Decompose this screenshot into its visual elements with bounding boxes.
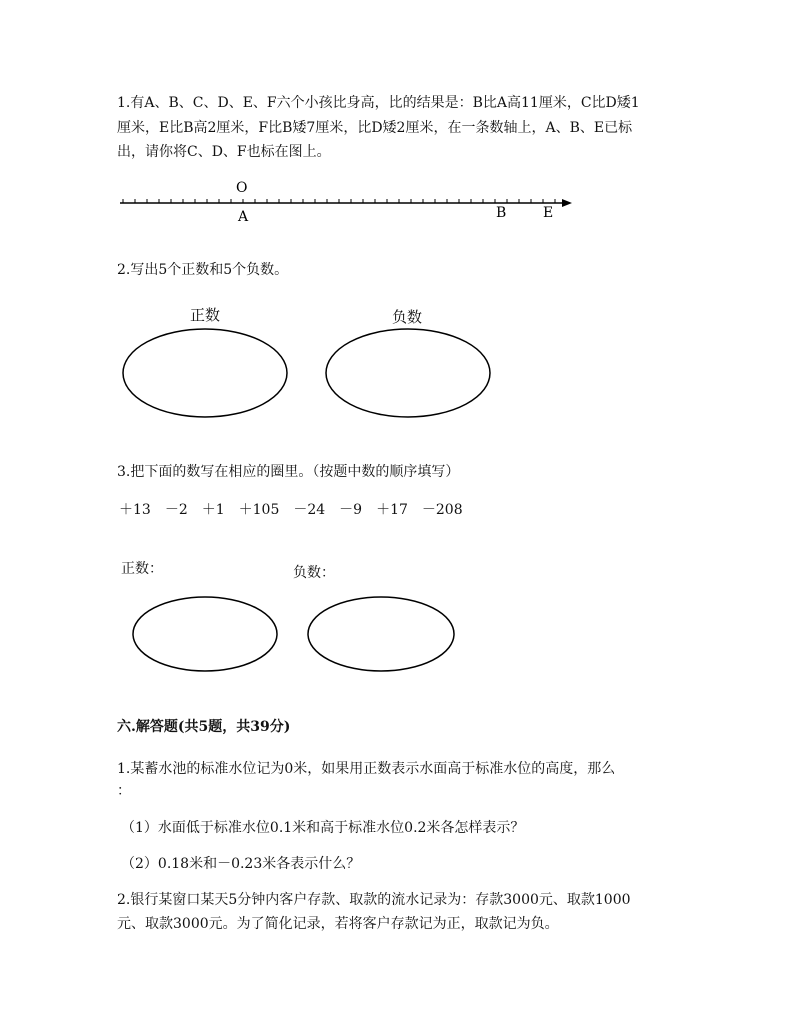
p2-line-1: 2.银行某窗口某天5分钟内客户存款、取款的流水记录为：存款3000元、取款1000 [117,892,631,908]
q2-negative-oval [326,329,490,417]
p1-line-2: ： [117,783,131,799]
p1-line-1: 1.某蓄水池的标准水位记为0米，如果用正数表示水面高于标准水位的高度，那么 [117,761,616,777]
q2-positive-label: 正数 [190,306,221,324]
q1-line-2: 厘米，E比B高2厘米，F比B矮7厘米，比D矮2厘米，在一条数轴上，A、B、E已标 [117,120,633,136]
p2-line-2: 元、取款3000元。为了简化记录，若将客户存款记为正，取款记为负。 [117,916,559,932]
point-a-label: A [238,209,249,225]
point-b-label: B [496,205,507,221]
q3-ovals [0,595,794,685]
origin-label: O [236,180,248,196]
number-line [0,175,794,235]
p1-sub-1: （1）水面低于标准水位0.1米和高于标准水位0.2米各怎样表示？ [121,820,525,836]
q3-positive-label: 正数： [121,561,163,577]
section-6-title: 六.解答题(共5题，共39分) [117,719,291,735]
q2-negative-label: 负数 [392,308,423,326]
point-e-label: E [543,205,554,221]
q1-line-3: 出，请你将C、D、F也标在图上。 [117,144,331,160]
q1-line-1: 1.有A、B、C、D、E、F六个小孩比身高，比的结果是：B比A高11厘米，C比D矮1 [117,95,640,111]
q3-negative-oval [308,597,454,671]
p1-sub-2: （2）0.18米和－0.23米各表示什么？ [121,856,361,872]
q3-negative-label: 负数： [293,565,335,581]
q2-text: 2.写出5个正数和5个负数。 [117,262,289,278]
q3-positive-oval [133,597,277,671]
q3-text: 3.把下面的数写在相应的圈里。（按题中数的顺序填写） [117,464,460,480]
q2-positive-oval [123,329,287,417]
q3-numbers: ＋13 －2 ＋1 ＋105 －24 －9 ＋17 －208 [119,502,463,518]
q2-ovals [0,327,794,427]
